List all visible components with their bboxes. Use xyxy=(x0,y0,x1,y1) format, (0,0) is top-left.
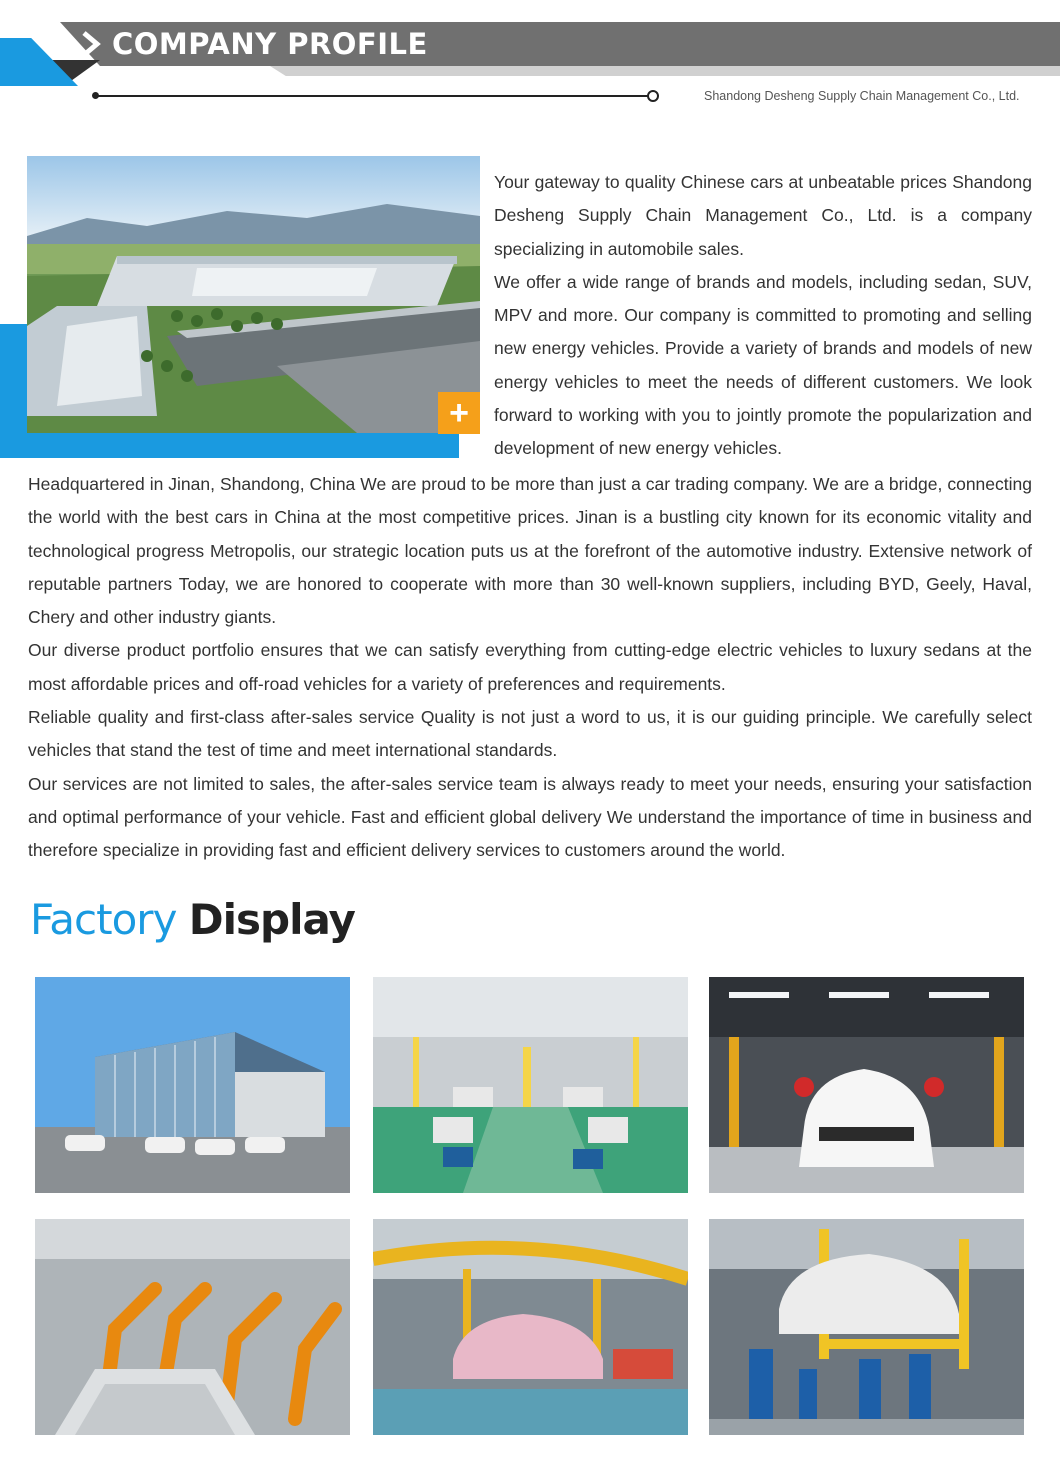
factory-aerial-image xyxy=(27,156,480,433)
intro-paragraph: Your gateway to quality Chinese cars at unbeatable prices Shandong Desheng Supply Chain Management Co., Ltd. is a company specializing in automobile sales. xyxy=(494,172,1032,259)
chevron-right-icon xyxy=(80,31,102,57)
body-text xyxy=(28,468,1032,868)
body-paragraph: Reliable quality and first-class after-sales service Quality is not just a word to us, it is our guiding principle. We carefully select vehicles that stand the test of time and meet international standards. xyxy=(28,707,1032,761)
photo-overhead-line xyxy=(373,1219,688,1435)
photo-robot-arms xyxy=(35,1219,350,1435)
photo-car-inspection xyxy=(709,977,1024,1193)
intro-text xyxy=(494,166,1032,466)
body-paragraph: Headquartered in Jinan, Shandong, China We are proud to be more than just a car trading company. We are a bridge, connecting the world with the best cars in China at the most competitive prices. Jinan is a bustling city known for its economic vitality and technological progress Metropolis, our strategic location puts us at the forefront of the automotive industry. Extensive network of reputable partners Today, we are honored to cooperate with more than 30 well-known suppliers, including BYD, Geely, Haval, Chery and other industry giants. xyxy=(28,474,1032,628)
factory-display-heading xyxy=(30,895,355,944)
intro-paragraph: We offer a wide range of brands and models, including sedan, SUV, MPV and more. Our company is committed to promoting and selling new energy vehicles. Provide a variety of brands and models of new energy vehicles to meet the needs of different customers. We look forward to working with you to jointly promote the popularization and development of new energy vehicles. xyxy=(494,271,1032,459)
plus-icon: + xyxy=(438,392,480,434)
body-paragraph: Our services are not limited to sales, the after-sales service team is always ready to meet your needs, ensuring your satisfaction and optimal performance of your vehicle. Fast and efficient global delivery We understand the importance of time in business and therefore specialize in providing fast and efficient delivery services to customers around the world. xyxy=(28,773,1032,861)
body-paragraph: Our diverse product portfolio ensures that we can satisfy everything from cutting-edge electric vehicles to luxury sedans at the most affordable prices and off-road vehicles for a variety of preferences and requirements. xyxy=(28,640,1032,694)
photo-showroom xyxy=(35,977,350,1193)
divider-ring xyxy=(647,90,659,102)
divider-line xyxy=(96,95,652,97)
photo-assembly-hall xyxy=(373,977,688,1193)
company-name: Shandong Desheng Supply Chain Management Co., Ltd. xyxy=(704,89,1020,103)
page-title: COMPANY PROFILE xyxy=(112,27,428,61)
factory-heading-dark: Display xyxy=(188,895,355,944)
header-banner-underline xyxy=(270,66,1060,76)
photo-chassis-workers xyxy=(709,1219,1024,1435)
factory-heading-blue: Factory xyxy=(30,895,177,944)
page-title-block xyxy=(80,24,428,64)
divider-dot xyxy=(92,92,99,99)
